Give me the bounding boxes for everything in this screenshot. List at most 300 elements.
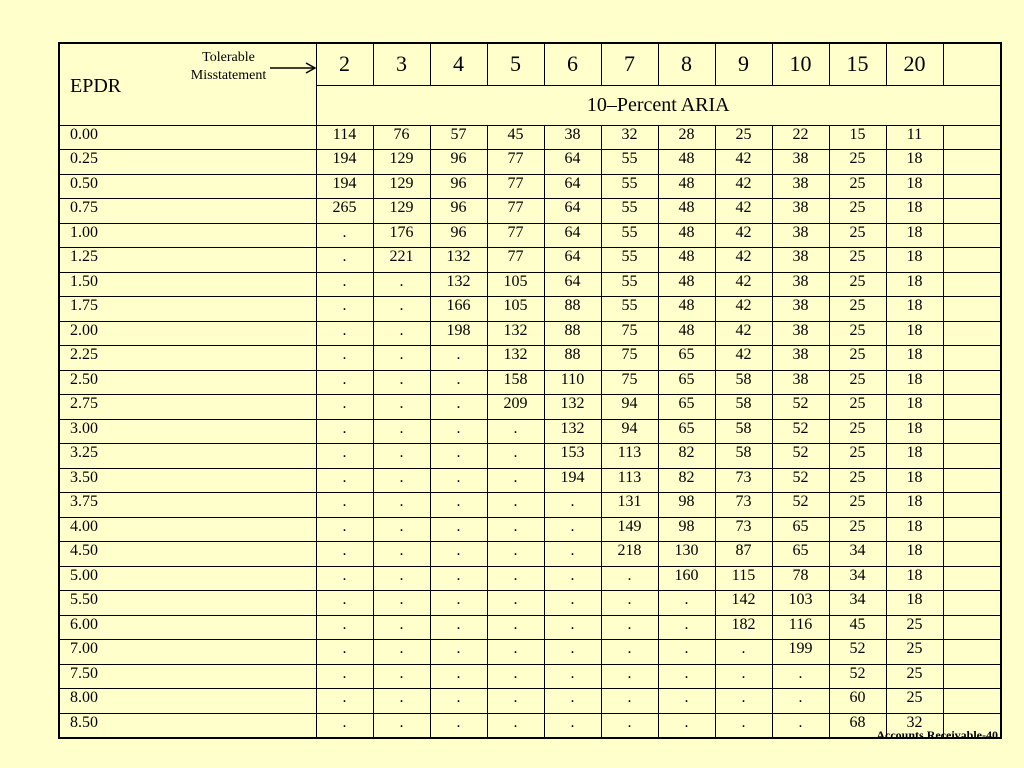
- sample-size-cell: 18: [886, 297, 943, 322]
- sample-size-cell: 88: [544, 297, 601, 322]
- sample-size-cell: 18: [886, 395, 943, 420]
- sample-size-cell: .: [316, 615, 373, 640]
- sample-size-cell: 25: [829, 223, 886, 248]
- sample-size-cell: [943, 199, 1001, 224]
- sample-size-cell: .: [658, 689, 715, 714]
- sample-size-cell: .: [316, 321, 373, 346]
- sample-size-cell: .: [772, 689, 829, 714]
- sample-size-cell: 194: [544, 468, 601, 493]
- sample-size-cell: 153: [544, 444, 601, 469]
- sample-size-cell: .: [544, 664, 601, 689]
- sample-size-cell: .: [772, 713, 829, 738]
- epdr-value-cell: 0.75: [59, 199, 316, 224]
- sample-size-cell: 38: [772, 199, 829, 224]
- sample-size-cell: 18: [886, 223, 943, 248]
- epdr-value-cell: 7.00: [59, 640, 316, 665]
- sample-size-cell: .: [430, 640, 487, 665]
- epdr-value-cell: 2.75: [59, 395, 316, 420]
- sample-size-cell: 42: [715, 346, 772, 371]
- sample-size-cell: 25: [829, 174, 886, 199]
- sample-size-cell: .: [601, 664, 658, 689]
- sample-size-cell: .: [544, 517, 601, 542]
- sample-size-cell: 32: [886, 713, 943, 738]
- sample-size-cell: 32: [601, 125, 658, 150]
- sample-size-cell: 194: [316, 150, 373, 175]
- sample-size-cell: .: [544, 640, 601, 665]
- sample-size-cell: .: [316, 297, 373, 322]
- sample-size-cell: [943, 419, 1001, 444]
- sample-size-cell: 77: [487, 248, 544, 273]
- sample-size-cell: .: [430, 444, 487, 469]
- sample-size-cell: 28: [658, 125, 715, 150]
- table-row: [59, 346, 1001, 371]
- sample-size-cell: .: [430, 419, 487, 444]
- sample-size-cell: 48: [658, 150, 715, 175]
- sample-size-cell: 132: [544, 395, 601, 420]
- sample-size-cell: 68: [829, 713, 886, 738]
- sample-size-cell: 38: [772, 346, 829, 371]
- epdr-value-cell: 8.50: [59, 713, 316, 738]
- sample-size-cell: 131: [601, 493, 658, 518]
- sample-size-cell: .: [373, 517, 430, 542]
- sample-size-cell: .: [430, 713, 487, 738]
- sample-size-cell: 65: [772, 517, 829, 542]
- sample-size-cell: 25: [829, 468, 886, 493]
- sample-size-cell: 166: [430, 297, 487, 322]
- epdr-value-cell: 0.00: [59, 125, 316, 150]
- sample-size-cell: 218: [601, 542, 658, 567]
- sample-size-cell: 18: [886, 542, 943, 567]
- sample-size-cell: 115: [715, 566, 772, 591]
- sample-size-cell: 48: [658, 174, 715, 199]
- sample-size-cell: .: [487, 615, 544, 640]
- sample-size-cell: [943, 174, 1001, 199]
- sample-size-cell: [943, 689, 1001, 714]
- sample-size-cell: 18: [886, 468, 943, 493]
- sample-size-cell: 55: [601, 272, 658, 297]
- table-row: [59, 444, 1001, 469]
- table-row: [59, 321, 1001, 346]
- table-row: [59, 591, 1001, 616]
- sample-size-cell: .: [316, 370, 373, 395]
- sample-size-cell: 130: [658, 542, 715, 567]
- sample-size-cell: 25: [829, 419, 886, 444]
- table-row: [59, 713, 1001, 738]
- epdr-value-cell: 0.25: [59, 150, 316, 175]
- table-row: [59, 174, 1001, 199]
- sample-size-cell: 176: [373, 223, 430, 248]
- sample-size-cell: 18: [886, 248, 943, 273]
- sample-size-cell: 18: [886, 321, 943, 346]
- sample-size-cell: .: [373, 346, 430, 371]
- sample-size-cell: 82: [658, 468, 715, 493]
- sample-size-cell: 58: [715, 370, 772, 395]
- sample-size-cell: 73: [715, 517, 772, 542]
- epdr-value-cell: 0.50: [59, 174, 316, 199]
- sample-size-cell: .: [430, 346, 487, 371]
- sample-size-cell: 158: [487, 370, 544, 395]
- sample-size-cell: 78: [772, 566, 829, 591]
- sample-size-cell: 52: [772, 419, 829, 444]
- sample-size-cell: 88: [544, 321, 601, 346]
- sample-size-cell: 38: [772, 223, 829, 248]
- sample-size-cell: .: [316, 517, 373, 542]
- sample-size-cell: 64: [544, 248, 601, 273]
- table-row: [59, 640, 1001, 665]
- sample-size-cell: .: [715, 713, 772, 738]
- sample-size-cell: 25: [829, 272, 886, 297]
- sample-size-cell: 48: [658, 321, 715, 346]
- sample-size-cell: [943, 591, 1001, 616]
- sample-size-cell: [943, 615, 1001, 640]
- sample-size-cell: .: [316, 713, 373, 738]
- sample-size-cell: 64: [544, 150, 601, 175]
- sample-size-cell: 94: [601, 419, 658, 444]
- sample-size-cell: 129: [373, 150, 430, 175]
- tolerable-misstatement-value: 7: [601, 43, 658, 85]
- epdr-value-cell: 1.50: [59, 272, 316, 297]
- sample-size-cell: 25: [715, 125, 772, 150]
- sample-size-cell: 52: [772, 493, 829, 518]
- sample-size-cell: 48: [658, 272, 715, 297]
- sample-size-cell: .: [316, 640, 373, 665]
- sample-size-cell: .: [601, 615, 658, 640]
- sample-size-cell: [943, 297, 1001, 322]
- sample-size-cell: .: [487, 444, 544, 469]
- epdr-value-cell: 1.25: [59, 248, 316, 273]
- sample-size-cell: .: [430, 493, 487, 518]
- sample-size-cell: 65: [658, 370, 715, 395]
- sample-size-cell: 45: [829, 615, 886, 640]
- sample-size-cell: [943, 248, 1001, 273]
- tolerable-misstatement-value: 3: [373, 43, 430, 85]
- sample-size-cell: .: [316, 444, 373, 469]
- sample-size-cell: 116: [772, 615, 829, 640]
- table-row: [59, 199, 1001, 224]
- table-row: [59, 297, 1001, 322]
- slide-footer-label: Accounts Receivable-40: [876, 728, 998, 742]
- sample-size-cell: [943, 321, 1001, 346]
- sample-size-cell: .: [544, 493, 601, 518]
- sample-size-cell: 132: [487, 321, 544, 346]
- tolerable-misstatement-value: 2: [316, 43, 373, 85]
- sample-size-cell: 55: [601, 199, 658, 224]
- sample-size-cell: 160: [658, 566, 715, 591]
- sample-size-cell: 38: [772, 174, 829, 199]
- sample-size-cell: 55: [601, 150, 658, 175]
- sample-size-cell: 199: [772, 640, 829, 665]
- sample-size-cell: 18: [886, 370, 943, 395]
- sample-size-cell: [943, 444, 1001, 469]
- table-row: [59, 493, 1001, 518]
- sample-size-cell: 22: [772, 125, 829, 150]
- sample-size-cell: .: [487, 468, 544, 493]
- table-row: [59, 150, 1001, 175]
- sample-size-cell: 25: [829, 444, 886, 469]
- sample-size-cell: 34: [829, 591, 886, 616]
- tolerable-misstatement-value: 20: [886, 43, 943, 85]
- sample-size-cell: [943, 640, 1001, 665]
- sample-size-cell: 48: [658, 223, 715, 248]
- sample-size-cell: 25: [886, 664, 943, 689]
- epdr-value-cell: 3.25: [59, 444, 316, 469]
- sample-size-cell: .: [316, 591, 373, 616]
- sample-size-cell: 110: [544, 370, 601, 395]
- tolerable-misstatement-value: 10: [772, 43, 829, 85]
- sample-size-cell: 75: [601, 346, 658, 371]
- sample-size-cell: .: [601, 640, 658, 665]
- sample-size-cell: 77: [487, 150, 544, 175]
- epdr-value-cell: 5.50: [59, 591, 316, 616]
- epdr-value-cell: 3.00: [59, 419, 316, 444]
- sample-size-cell: [943, 272, 1001, 297]
- sample-size-cell: 18: [886, 199, 943, 224]
- sample-size-cell: 64: [544, 199, 601, 224]
- right-arrow-icon: [270, 61, 316, 75]
- sample-size-cell: 45: [487, 125, 544, 150]
- sample-size-cell: .: [430, 468, 487, 493]
- epdr-value-cell: 2.25: [59, 346, 316, 371]
- sample-size-cell: 76: [373, 125, 430, 150]
- sample-size-cell: .: [601, 591, 658, 616]
- sample-size-table: [58, 42, 1002, 739]
- sample-size-cell: 96: [430, 223, 487, 248]
- table-row: [59, 125, 1001, 150]
- sample-size-cell: 38: [772, 272, 829, 297]
- sample-size-cell: .: [430, 370, 487, 395]
- sample-size-cell: 42: [715, 150, 772, 175]
- sample-size-cell: 75: [601, 370, 658, 395]
- sample-size-cell: .: [601, 689, 658, 714]
- sample-size-cell: 182: [715, 615, 772, 640]
- sample-size-cell: 73: [715, 468, 772, 493]
- sample-size-cell: .: [430, 689, 487, 714]
- epdr-value-cell: 1.75: [59, 297, 316, 322]
- sample-size-cell: 113: [601, 468, 658, 493]
- sample-size-cell: .: [772, 664, 829, 689]
- sample-size-cell: [943, 150, 1001, 175]
- epdr-value-cell: 3.75: [59, 493, 316, 518]
- sample-size-cell: .: [430, 517, 487, 542]
- sample-size-cell: 58: [715, 444, 772, 469]
- sample-size-cell: .: [373, 615, 430, 640]
- epdr-value-cell: 2.50: [59, 370, 316, 395]
- sample-size-cell: [943, 346, 1001, 371]
- sample-size-cell: 55: [601, 297, 658, 322]
- sample-size-cell: 18: [886, 566, 943, 591]
- sample-size-cell: 38: [772, 248, 829, 273]
- sample-size-cell: 18: [886, 150, 943, 175]
- sample-size-cell: 34: [829, 566, 886, 591]
- sample-size-cell: [943, 370, 1001, 395]
- tolerable-misstatement-value: 4: [430, 43, 487, 85]
- sample-size-cell: .: [601, 713, 658, 738]
- sample-size-cell: .: [316, 248, 373, 273]
- tolerable-misstatement-value: 5: [487, 43, 544, 85]
- sample-size-cell: 65: [658, 346, 715, 371]
- sample-size-cell: 18: [886, 272, 943, 297]
- sample-size-cell: 82: [658, 444, 715, 469]
- sample-size-cell: 42: [715, 321, 772, 346]
- sample-size-cell: 25: [829, 150, 886, 175]
- sample-size-cell: 96: [430, 174, 487, 199]
- sample-size-cell: .: [373, 272, 430, 297]
- epdr-value-cell: 2.00: [59, 321, 316, 346]
- sample-size-cell: .: [316, 272, 373, 297]
- sample-size-cell: .: [544, 713, 601, 738]
- epdr-value-cell: 5.00: [59, 566, 316, 591]
- sample-size-cell: .: [373, 444, 430, 469]
- sample-size-cell: .: [658, 713, 715, 738]
- sample-size-cell: [943, 395, 1001, 420]
- sample-size-cell: 25: [829, 321, 886, 346]
- sample-size-cell: [943, 542, 1001, 567]
- table-body: [59, 125, 1001, 738]
- tolerable-misstatement-value: 6: [544, 43, 601, 85]
- sample-size-cell: .: [544, 591, 601, 616]
- sample-size-cell: .: [316, 468, 373, 493]
- sample-size-cell: [943, 566, 1001, 591]
- sample-size-cell: .: [373, 566, 430, 591]
- sample-size-cell: [943, 517, 1001, 542]
- sample-size-cell: 25: [829, 346, 886, 371]
- sample-size-cell: 48: [658, 297, 715, 322]
- sample-size-cell: .: [487, 713, 544, 738]
- sample-size-cell: 18: [886, 174, 943, 199]
- tolerable-misstatement-value: [943, 43, 1001, 85]
- sample-size-cell: 48: [658, 199, 715, 224]
- epdr-value-cell: 8.00: [59, 689, 316, 714]
- sample-size-cell: .: [316, 419, 373, 444]
- sample-size-cell: .: [373, 468, 430, 493]
- sample-size-cell: 18: [886, 591, 943, 616]
- sample-size-cell: 42: [715, 248, 772, 273]
- sample-size-cell: .: [373, 370, 430, 395]
- sample-size-cell: 77: [487, 223, 544, 248]
- sample-size-cell: 25: [829, 395, 886, 420]
- sample-size-cell: 132: [544, 419, 601, 444]
- sample-size-cell: 57: [430, 125, 487, 150]
- sample-size-cell: 52: [829, 640, 886, 665]
- sample-size-cell: 88: [544, 346, 601, 371]
- sample-size-cell: .: [430, 566, 487, 591]
- sample-size-cell: 55: [601, 248, 658, 273]
- sample-size-cell: 65: [658, 395, 715, 420]
- sample-size-cell: 38: [772, 321, 829, 346]
- sample-size-cell: 73: [715, 493, 772, 518]
- sample-size-cell: 265: [316, 199, 373, 224]
- table-row: [59, 615, 1001, 640]
- sample-size-cell: 221: [373, 248, 430, 273]
- epdr-value-cell: 3.50: [59, 468, 316, 493]
- sample-size-cell: .: [487, 493, 544, 518]
- sample-size-cell: 64: [544, 223, 601, 248]
- sample-size-cell: 198: [430, 321, 487, 346]
- sample-size-cell: 25: [829, 297, 886, 322]
- sample-size-cell: [943, 468, 1001, 493]
- sample-size-cell: 25: [829, 370, 886, 395]
- sample-size-cell: .: [373, 664, 430, 689]
- sample-size-cell: 25: [829, 248, 886, 273]
- sample-size-cell: 15: [829, 125, 886, 150]
- sample-size-cell: 38: [772, 150, 829, 175]
- sample-size-cell: .: [487, 517, 544, 542]
- sample-size-cell: 42: [715, 272, 772, 297]
- sample-size-cell: 25: [829, 517, 886, 542]
- sample-size-cell: 38: [772, 370, 829, 395]
- table-row: [59, 689, 1001, 714]
- sample-size-cell: .: [316, 689, 373, 714]
- sample-size-cell: .: [715, 664, 772, 689]
- sample-size-cell: .: [487, 689, 544, 714]
- sample-size-cell: .: [544, 689, 601, 714]
- sample-size-cell: 42: [715, 223, 772, 248]
- sample-size-cell: 113: [601, 444, 658, 469]
- sample-size-cell: .: [544, 542, 601, 567]
- sample-size-cell: .: [373, 395, 430, 420]
- tolerable-misstatement-value: 15: [829, 43, 886, 85]
- sample-size-cell: .: [601, 566, 658, 591]
- sample-size-cell: 75: [601, 321, 658, 346]
- sample-size-cell: .: [316, 493, 373, 518]
- sample-size-cell: .: [715, 689, 772, 714]
- epdr-value-cell: 7.50: [59, 664, 316, 689]
- sample-size-cell: 42: [715, 199, 772, 224]
- sample-size-cell: 42: [715, 174, 772, 199]
- sample-size-cell: .: [487, 419, 544, 444]
- sample-size-cell: 42: [715, 297, 772, 322]
- sample-size-cell: 96: [430, 150, 487, 175]
- sample-size-cell: 52: [772, 395, 829, 420]
- sample-size-cell: .: [487, 640, 544, 665]
- sample-size-cell: 38: [544, 125, 601, 150]
- sample-size-cell: .: [373, 689, 430, 714]
- sample-size-cell: 25: [886, 640, 943, 665]
- sample-size-cell: 98: [658, 493, 715, 518]
- sample-size-cell: .: [373, 419, 430, 444]
- sample-size-cell: [943, 125, 1001, 150]
- sample-size-cell: 18: [886, 444, 943, 469]
- table-row: [59, 517, 1001, 542]
- sample-size-cell: .: [430, 542, 487, 567]
- sample-size-cell: .: [658, 591, 715, 616]
- sample-size-cell: .: [430, 395, 487, 420]
- sample-size-cell: .: [373, 591, 430, 616]
- tolerable-misstatement-label: Tolerable Misstatement: [190, 50, 267, 83]
- tolerable-misstatement-value: 9: [715, 43, 772, 85]
- sample-size-cell: [943, 664, 1001, 689]
- sample-size-cell: 209: [487, 395, 544, 420]
- epdr-value-cell: 6.00: [59, 615, 316, 640]
- sample-size-cell: .: [316, 664, 373, 689]
- sample-size-cell: 142: [715, 591, 772, 616]
- sample-size-cell: 77: [487, 199, 544, 224]
- table-row: [59, 419, 1001, 444]
- sample-size-cell: 132: [430, 272, 487, 297]
- sample-size-cell: 149: [601, 517, 658, 542]
- sample-size-cell: 11: [886, 125, 943, 150]
- sample-size-cell: .: [316, 346, 373, 371]
- sample-size-cell: 64: [544, 174, 601, 199]
- sample-size-cell: .: [430, 591, 487, 616]
- epdr-header-label: EPDR: [70, 75, 122, 97]
- sample-size-cell: .: [658, 640, 715, 665]
- sample-size-cell: .: [373, 297, 430, 322]
- table-row: [59, 468, 1001, 493]
- sample-size-cell: 58: [715, 419, 772, 444]
- sample-size-cell: .: [487, 664, 544, 689]
- table-row: [59, 542, 1001, 567]
